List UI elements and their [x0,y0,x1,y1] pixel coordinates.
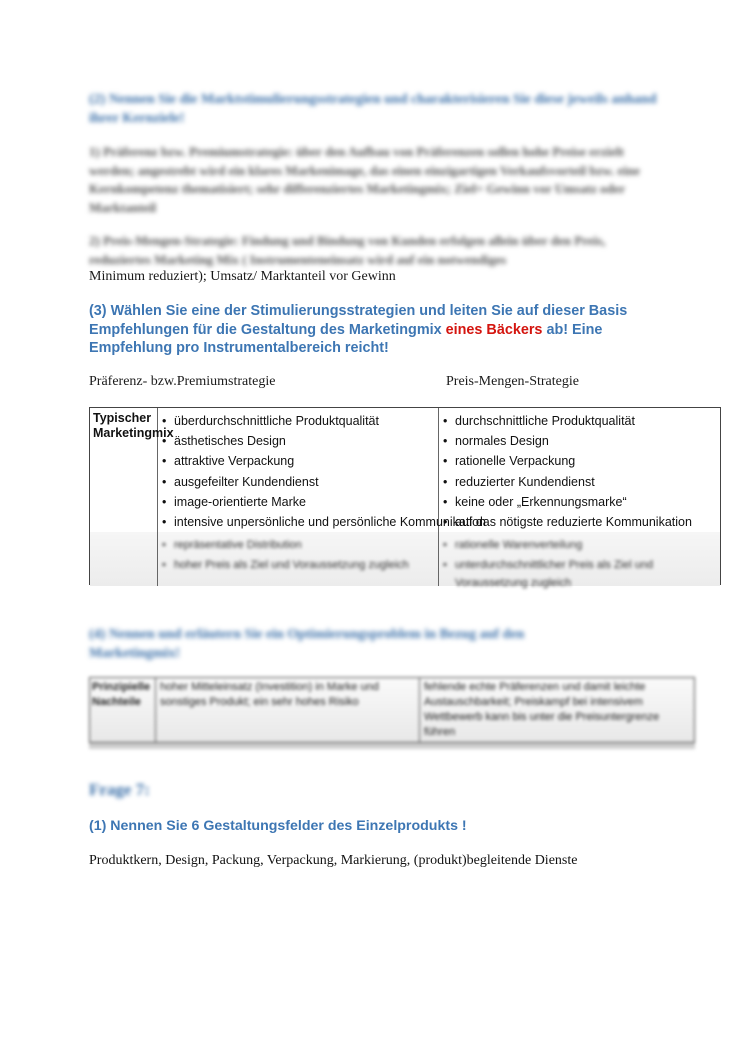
list-item: • unterdurchschnittlicher Preis als Ziel und Voraussetzung zugleich [441,556,710,592]
column-label-premium: Präferenz- bzw.Premiumstrategie [89,374,276,389]
table-cell: hoher Mitteleinsatz (Investition) in Marke und sonstiges Produkt; ein sehr hohes Risiko [160,681,379,708]
table-divider [155,677,156,743]
list-item: • normales Design [441,432,692,452]
premium-list [160,412,486,533]
premium-list-blurred [160,536,409,576]
section3-question-part2: ab! Eine Empfehlung pro Instrumentalbereich reicht! [89,321,603,356]
section3-highlight: eines Bäckers [445,321,543,338]
frage7-question: (1) Nennen Sie 6 Gestaltungsfelder des Einzelprodukts ! [89,818,467,834]
table-divider [157,532,158,586]
table-row-label: Prinzipielle Nachteile [92,681,151,708]
table-row-label: Typischer Marketingmix [93,411,174,440]
section3-question [89,302,649,358]
list-item: • durchschnittliche Produktqualität [441,412,692,432]
list-item: • intensive unpersönliche und persönliche Kommunikation [160,513,486,533]
section2-item2-visible: Minimum reduziert); Umsatz/ Marktanteil vor Gewinn [89,269,396,284]
section4-question: (4) Nennen und erläutern Sie ein Optimierungsproblem in Bezug auf den Marketingmix! [89,627,525,661]
list-item: • repräsentative Distribution [160,536,409,556]
preis-mengen-list [441,412,692,533]
table-divider [438,532,439,586]
frage7-answer: Produktkern, Design, Packung, Verpackung, Markierung, (produkt)begleitende Dienste [89,853,578,868]
section2-question: (2) Nennen Sie die Marktstimulierungsstrategien und charakterisieren Sie diese jeweils anhand ihrer Kernziele! [89,92,657,126]
list-item: • keine oder „Erkennungsmarke“ [441,493,692,513]
marketingmix-table [89,407,721,590]
list-item: • attraktive Verpackung [160,452,486,472]
list-item: • image-orientierte Marke [160,493,486,513]
optimization-table [89,677,695,743]
list-item: • reduzierter Kundendienst [441,473,692,493]
frage7-heading: Frage 7: [89,780,150,799]
column-label-preis-mengen: Preis-Mengen-Strategie [446,374,579,389]
table-cell: fehlende echte Präferenzen und damit leichte Austauschbarkeit; Preiskampf bei intensivem Wettbewerb kann bis unter die Preisuntergrenze führen [424,681,660,738]
table-blurred-rows [90,532,720,590]
section3-question-part1: (3) Wählen Sie eine der Stimulierungsstrategien und leiten Sie auf dieser Basis Empfehlungen für die Gestaltung des Marketingmix [89,303,628,338]
preis-mengen-list-blurred [441,536,710,592]
list-item: • ausgefeilter Kundendienst [160,473,486,493]
list-item: • hoher Preis als Ziel und Voraussetzung zugleich [160,556,409,576]
list-item: • auf das nötigste reduzierte Kommunikation [441,513,692,533]
table-divider [419,677,420,743]
list-item: • überdurchschnittliche Produktqualität [160,412,486,432]
section2-item1: 1) Präferenz bzw. Premiumstrategie: über den Aufbau von Präferenzen sollen hohe Preise erzielt werden; angestrebt wird ein klares Markenimage, das einen einzigartigen Verkaufsvorteil bzw. eine Kernkompetenz thematisiert; sehr differenziertes Marketingmix; Ziel= Gewinn vor Umsatz oder Marktanteil [89,144,640,215]
list-item: • ästhetisches Design [160,432,486,452]
section2-item2-blurred: 2) Preis-Mengen-Strategie: Findung und Bindung von Kunden erfolgen allein über den Preis, reduziertes Marketing Mix ( Instrumenteneinsatz wird auf ein notwendiges [89,233,606,267]
list-item: • rationelle Warenverteilung [441,536,710,556]
list-item: • rationelle Verpackung [441,452,692,472]
